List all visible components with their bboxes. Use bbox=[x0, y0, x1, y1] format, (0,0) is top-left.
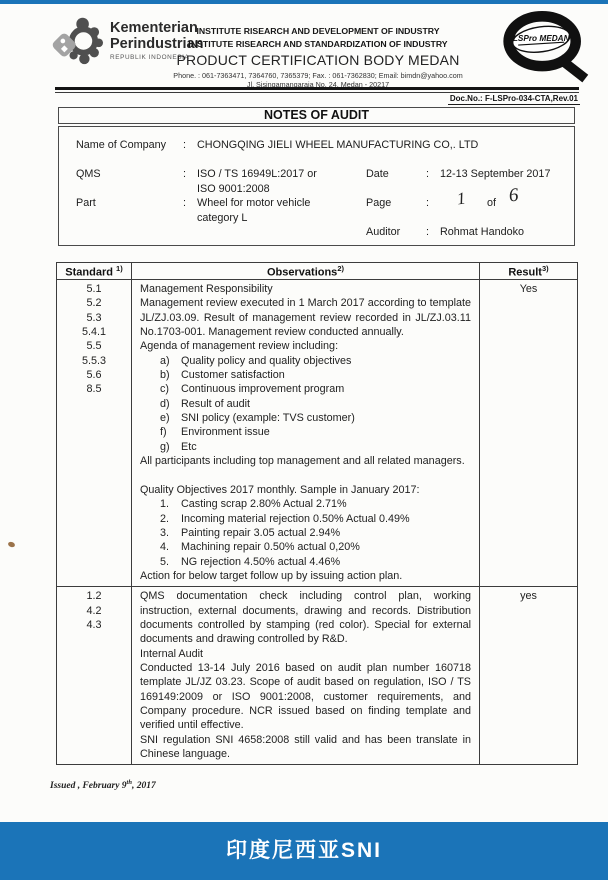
standard-ref: 5.1 bbox=[86, 283, 102, 295]
colon: : bbox=[426, 197, 429, 209]
ministry-line2: Perindustrian bbox=[110, 35, 204, 52]
list-marker: c) bbox=[160, 383, 169, 396]
standard-ref: 1.2 bbox=[86, 590, 102, 603]
list-item-text: Casting scrap 2.80% Actual 2.71% bbox=[181, 498, 347, 511]
list-item-text: Customer satisfaction bbox=[181, 369, 285, 382]
standard-ref: 5.3 bbox=[86, 311, 102, 324]
top-border-strip bbox=[0, 0, 608, 4]
standard-ref: 5.4.1 bbox=[81, 326, 106, 339]
date-label: Date bbox=[366, 168, 389, 180]
page-total-handwritten: 6 bbox=[507, 184, 520, 207]
ministry-line1: Kementerian bbox=[110, 20, 198, 36]
phone-line: Phone. : 061-7363471, 7364760, 7365379; Fax. : 061-7362830; Email: bimdn@yahoo.com bbox=[173, 71, 463, 80]
company-value: CHONGQING JIELI WHEEL MANUFACTURING CO,. LTD bbox=[197, 139, 479, 151]
list-item-text: Painting repair 3.05 actual 2.94% bbox=[181, 526, 341, 539]
letterhead-center bbox=[150, 25, 486, 89]
standard-ref: 5.5 bbox=[86, 340, 102, 353]
list-item bbox=[140, 397, 471, 411]
list-item-text: Environment issue bbox=[181, 426, 270, 439]
list-marker: a) bbox=[160, 354, 170, 367]
col-header-standard: Standard $^{1)}$ bbox=[57, 263, 132, 280]
bottom-banner-text: 印度尼西亚SNI bbox=[225, 839, 382, 862]
observations-cell bbox=[132, 587, 480, 765]
part-value-line1: Wheel for motor vehicle bbox=[197, 197, 311, 209]
certification-body-name: PRODUCT CERTIFICATION BODY MEDAN bbox=[176, 52, 460, 68]
list-item bbox=[140, 382, 471, 396]
standard-ref: 4.3 bbox=[86, 618, 102, 631]
col-header-observations: Observations$^{2)}$ bbox=[132, 263, 480, 280]
list-item bbox=[140, 512, 471, 526]
part-label: Part bbox=[76, 197, 96, 209]
list-item-text: Incoming material rejection 0.50% Actual 0.49% bbox=[181, 512, 410, 525]
result-value: yes bbox=[520, 590, 537, 603]
qms-value-line2: ISO 9001:2008 bbox=[197, 183, 270, 195]
colon: : bbox=[183, 168, 186, 180]
company-label: Name of Company bbox=[76, 139, 167, 151]
scan-artifact bbox=[7, 541, 15, 548]
lspro-medan-logo bbox=[500, 9, 592, 83]
date-value: 12-13 September 2017 bbox=[440, 168, 551, 180]
list-marker: g) bbox=[160, 440, 170, 453]
table-row bbox=[57, 280, 578, 587]
list-marker: 4. bbox=[160, 541, 170, 554]
table-header-row bbox=[57, 263, 578, 280]
standard-ref: 5.6 bbox=[86, 369, 102, 382]
doc-number: Doc.No.: F-LSPro-034-CTA,Rev.01 bbox=[449, 94, 578, 103]
list-item bbox=[140, 526, 471, 540]
list-marker: 2. bbox=[160, 512, 170, 525]
header-divider-rule bbox=[55, 87, 579, 93]
col-header-result: Result$^{3)}$ bbox=[480, 263, 578, 280]
list-marker: 3. bbox=[160, 526, 170, 539]
standard-ref: 5.2 bbox=[86, 297, 102, 310]
standard-ref: 8.5 bbox=[86, 383, 102, 396]
list-item-text: Etc bbox=[181, 440, 197, 453]
colon: : bbox=[426, 226, 429, 238]
list-item bbox=[140, 411, 471, 425]
address-line: Jl. Sisingamangaraja No. 24, Medan - 20217 bbox=[246, 80, 390, 89]
result-cell bbox=[480, 587, 578, 765]
colon: : bbox=[426, 168, 429, 180]
page-title: NOTES OF AUDIT bbox=[58, 107, 575, 124]
ministry-line3: REPUBLIK INDONESIA bbox=[110, 54, 190, 61]
list-item bbox=[140, 425, 471, 439]
observation-paragraph: Quality Objectives 2017 monthly. Sample in January 2017: bbox=[140, 483, 420, 496]
audit-table bbox=[56, 262, 578, 765]
standard-cell bbox=[57, 587, 132, 765]
list-item bbox=[140, 555, 471, 569]
list-marker: 1. bbox=[160, 498, 170, 511]
observation-paragraph: Conducted 13-14 July 2016 based on audit plan number 160718 template JL/JZ 03.23. Scope of audit based on regulation, ISO / TS 169149:2009 or ISO 9001:2008, customer requirements, and Company procedure. NCR issued based on finding template and verified until effective. bbox=[140, 661, 471, 732]
list-item bbox=[140, 540, 471, 554]
list-item-text: Continuous improvement program bbox=[181, 383, 345, 396]
auditor-value: Rohmat Handoko bbox=[440, 226, 525, 238]
observation-paragraph: Agenda of management review including: bbox=[140, 340, 339, 353]
part-value-line2: category L bbox=[197, 212, 248, 224]
auditor-label: Auditor bbox=[366, 226, 401, 238]
standard-ref: 4.2 bbox=[86, 604, 102, 617]
list-item-text: NG rejection 4.50% actual 4.46% bbox=[181, 555, 341, 568]
bottom-banner bbox=[0, 822, 608, 880]
list-item bbox=[140, 368, 471, 382]
qms-label: QMS bbox=[76, 168, 101, 180]
observation-paragraph: Internal Audit bbox=[140, 647, 204, 660]
standard-cell bbox=[57, 280, 132, 587]
observation-paragraph: Action for below target follow up by issuing action plan. bbox=[140, 569, 403, 582]
list-item-text: SNI policy (example: TVS customer) bbox=[181, 412, 355, 425]
audit-info-box bbox=[58, 126, 575, 246]
colon: : bbox=[183, 197, 186, 209]
list-item bbox=[140, 440, 471, 454]
lspro-logo-text: LSPro MEDAN bbox=[512, 34, 570, 44]
list-item-text: Machining repair 0.50% actual 0,20% bbox=[181, 541, 360, 554]
ministry-gear-icon bbox=[52, 15, 106, 67]
observation-paragraph: SNI regulation SNI 4658:2008 still valid and has been translate in Chinese language. bbox=[140, 733, 471, 760]
observation-paragraph: QMS documentation check including control plan, working instruction, external documents, drawing and records. Distribution documents controlled by stamping (red color). Special for external documents and drawing controlled by R&D. bbox=[140, 590, 471, 646]
observation-paragraph: Management review executed in 1 March 2017 according to template JL/ZJ.03.09. Result of management review recorded in JL/ZJ.03.11 No.1703-001. Management review conducted annually. bbox=[140, 297, 471, 339]
list-item bbox=[140, 354, 471, 368]
list-marker: d) bbox=[160, 397, 170, 410]
page-of: of bbox=[487, 197, 497, 209]
list-item-text: Quality policy and quality objectives bbox=[181, 354, 352, 367]
list-item bbox=[140, 497, 471, 511]
list-marker: f) bbox=[160, 426, 167, 439]
list-item-text: Result of audit bbox=[181, 397, 251, 410]
issued-date-line: Issued , February 9th, 2017 bbox=[50, 779, 156, 792]
qms-value-line1: ISO / TS 16949L:2017 or bbox=[197, 168, 317, 180]
blank-line bbox=[140, 468, 471, 482]
institute-line2: INSTITUTE RISEARCH AND STANDARDIZATION OF INDUSTRY bbox=[188, 39, 448, 49]
standard-ref: 5.5.3 bbox=[81, 354, 106, 367]
page-label: Page bbox=[366, 197, 392, 209]
observation-paragraph: Management Responsibility bbox=[140, 283, 273, 295]
page-current-handwritten: 1 bbox=[455, 188, 467, 209]
observation-paragraph: All participants including top management and all related managers. bbox=[140, 455, 465, 468]
list-marker: 5. bbox=[160, 555, 170, 568]
observations-cell bbox=[132, 280, 480, 587]
result-cell bbox=[480, 280, 578, 587]
colon: : bbox=[183, 139, 186, 151]
list-marker: e) bbox=[160, 412, 170, 425]
table-row bbox=[57, 587, 578, 765]
result-value: Yes bbox=[519, 283, 538, 295]
list-marker: b) bbox=[160, 369, 170, 382]
institute-line1: INSTITUTE RISEARCH AND DEVELOPMENT OF INDUSTRY bbox=[196, 26, 440, 36]
